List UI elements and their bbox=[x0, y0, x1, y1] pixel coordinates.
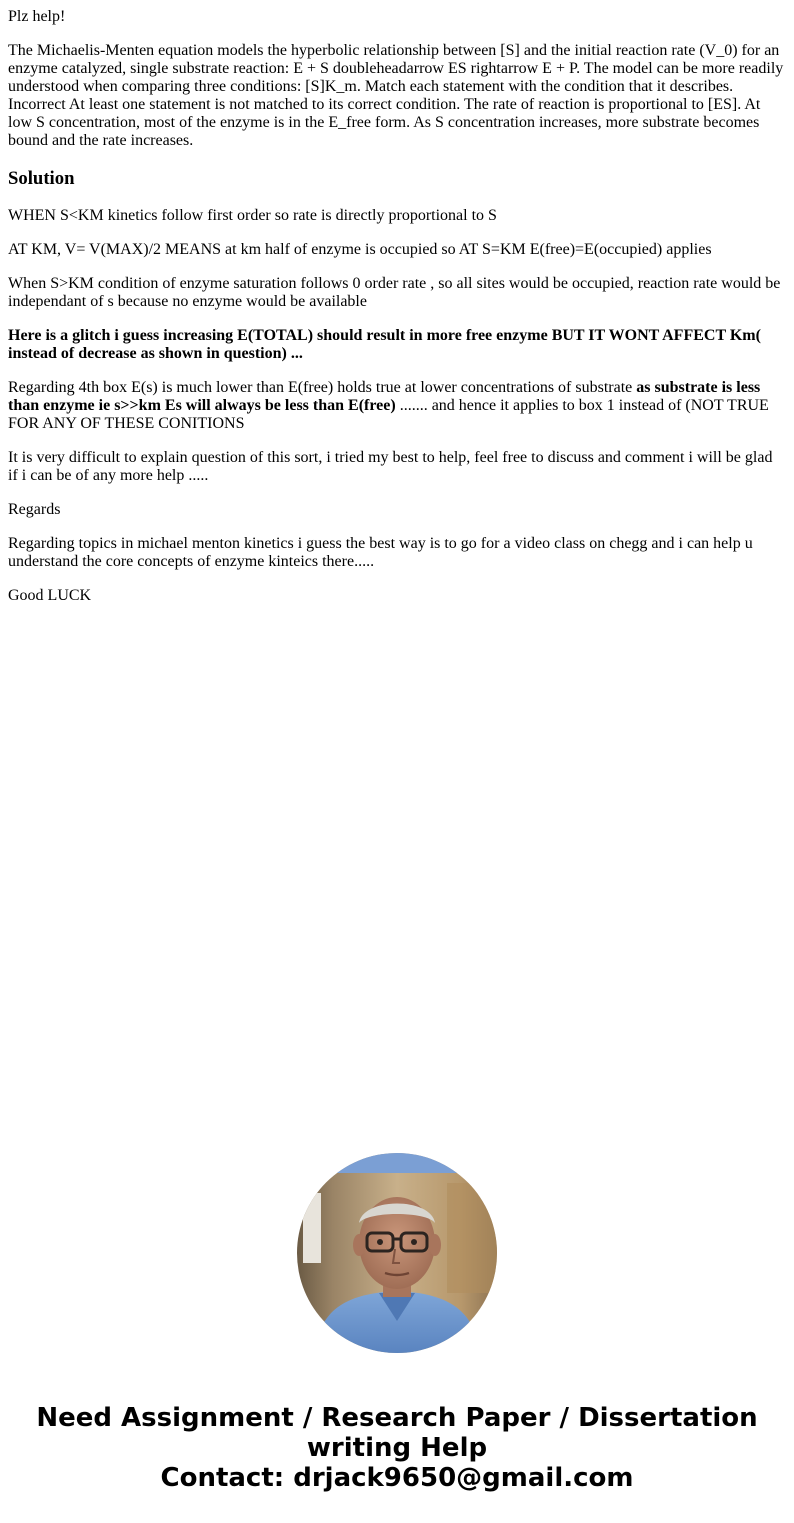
question-title: Plz help! bbox=[8, 8, 66, 25]
author-portrait bbox=[297, 1153, 497, 1353]
banner-line-1: Need Assignment / Research Paper / Dissertation bbox=[36, 1403, 758, 1433]
banner-line-2: writing Help bbox=[306, 1433, 488, 1463]
solution-heading: Solution bbox=[8, 168, 75, 189]
solution-paragraph-5-text-b: ....... and hence it applies to box 1 instead of (NOT TRUE FOR ANY OF THESE CONITIONS bbox=[8, 397, 769, 432]
solution-paragraph-1: WHEN S<KM kinetics follow first order so rate is directly proportional to S bbox=[8, 207, 497, 224]
solution-paragraph-2: AT KM, V= V(MAX)/2 MEANS at km half of enzyme is occupied so AT S=KM E(free)=E(occupied) applies bbox=[8, 241, 712, 258]
solution-paragraph-5-bold: as substrate is less than enzyme ie s>>km Es will always be less than E(free) bbox=[8, 379, 761, 414]
solution-paragraph-6: It is very difficult to explain question of this sort, i tried my best to help, feel free to discuss and comment i will be glad if i can be of any more help ..... bbox=[8, 449, 773, 484]
solution-paragraph-4 bbox=[8, 327, 786, 363]
article bbox=[8, 8, 786, 621]
solution-paragraph-4-bold: Here is a glitch i guess increasing E(TOTAL) should result in more free enzyme BUT IT WONT AFFECT Km( instead of decrease as shown in question) ... bbox=[8, 327, 761, 362]
banner-contact-line: Contact: drjack9650@gmail.com bbox=[160, 1463, 634, 1493]
solution-paragraph-8: Regarding topics in michael menton kinetics i guess the best way is to go for a video class on chegg and i can help u understand the core concepts of enzyme kinteics there..... bbox=[8, 535, 753, 570]
solution-paragraph-3: When S>KM condition of enzyme saturation follows 0 order rate , so all sites would be occupied, reaction rate would be independant of s because no enzyme would be available bbox=[8, 275, 781, 310]
solution-closing: Good LUCK bbox=[8, 587, 92, 604]
question-body: The Michaelis-Menten equation models the hyperbolic relationship between [S] and the initial reaction rate (V_0) for an enzyme catalyzed, single substrate reaction: E + S doubleheadarrow ES rightarrow E + P. The model can be more readily understood when comparing three conditions: [S]K_m. Match each statement with the condition that it describes. Incorrect At least one statement is not matched to its correct condition. The rate of reaction is proportional to [ES]. At low S concentration, most of the enzyme is in the E_free form. As S concentration increases, more substrate becomes bound and the rate increases. bbox=[8, 42, 784, 149]
author-avatar bbox=[297, 1153, 497, 1353]
solution-paragraph-5-text-a: Regarding 4th box E(s) is much lower than E(free) holds true at lower concentrations of substrate bbox=[8, 379, 637, 396]
solution-regards: Regards bbox=[8, 501, 61, 518]
contact-banner bbox=[0, 1403, 794, 1493]
solution-paragraph-5 bbox=[8, 379, 786, 433]
